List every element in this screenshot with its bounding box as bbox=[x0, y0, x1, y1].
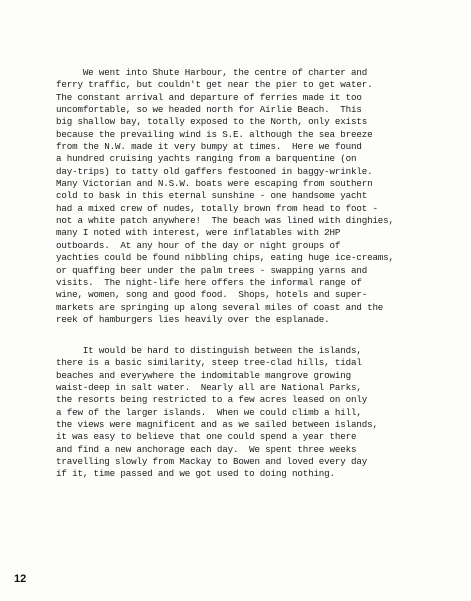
text-line: and find a new anchorage each day. We spent three weeks bbox=[56, 443, 357, 455]
text-line: big shallow bay, totally exposed to the North, only exists bbox=[56, 116, 368, 128]
text-line: many I noted with interest, were inflatables with 2HP bbox=[56, 227, 341, 239]
text-line: day-trips) to tatty old gaffers festooned in baggy-wrinkle. bbox=[56, 165, 373, 177]
text-line: a hundred cruising yachts ranging from a barquentine (on bbox=[56, 153, 357, 165]
text-line: the resorts being restricted to a few acres leased on only bbox=[56, 394, 368, 406]
text-line: ferry traffic, but couldn't get near the pier to get water. bbox=[56, 79, 373, 91]
text-line: uncomfortable, so we headed north for Airlie Beach. This bbox=[56, 104, 362, 116]
text-line: wine, women, song and good food. Shops, hotels and super- bbox=[56, 289, 368, 301]
text-line: The constant arrival and departure of ferries made it too bbox=[56, 91, 362, 103]
text-line: if it, time passed and we got used to doing nothing. bbox=[56, 468, 335, 480]
text-line: We went into Shute Harbour, the centre of charter and bbox=[56, 67, 368, 78]
text-line: visits. The night-life here offers the informal range of bbox=[56, 276, 362, 288]
text-line: from the N.W. made it very bumpy at times. Here we found bbox=[56, 141, 362, 153]
text-line: not a white patch anywhere! The beach was lined with dinghies, bbox=[56, 215, 394, 227]
page-number: 12 bbox=[14, 573, 27, 585]
text-line: yachties could be found nibbling chips, eating huge ice-creams, bbox=[56, 252, 394, 264]
text-line: outboards. At any hour of the day or night groups of bbox=[56, 239, 341, 251]
text-line: had a mixed crew of nudes, totally brown from head to foot - bbox=[56, 202, 378, 214]
text-line: travelling slowly from Mackay to Bowen and loved every day bbox=[56, 456, 368, 468]
text-line: It would be hard to distinguish between the islands, bbox=[56, 345, 362, 356]
text-line: Many Victorian and N.S.W. boats were escaping from southern bbox=[56, 178, 373, 190]
text-line: it was easy to believe that one could spend a year there bbox=[56, 431, 357, 443]
text-line: beaches and everywhere the indomitable mangrove growing bbox=[56, 369, 351, 381]
text-line: or quaffing beer under the palm trees - swapping yarns and bbox=[56, 264, 368, 276]
text-line: the views were magnificent and as we sailed between islands, bbox=[56, 419, 378, 431]
paragraph-shute-harbour bbox=[56, 67, 394, 326]
paragraph-islands bbox=[56, 345, 378, 481]
text-line: a few of the larger islands. When we could climb a hill, bbox=[56, 406, 362, 418]
text-line: reek of hamburgers lies heavily over the esplanade. bbox=[56, 313, 330, 325]
text-line: cold to bask in this eternal sunshine - one handsome yacht bbox=[56, 190, 368, 202]
text-line: there is a basic similarity, steep tree-clad hills, tidal bbox=[56, 357, 362, 369]
text-line: because the prevailing wind is S.E. although the sea breeze bbox=[56, 128, 373, 140]
text-line: markets are springing up along several miles of coast and the bbox=[56, 301, 384, 313]
text-line: waist-deep in salt water. Nearly all are National Parks, bbox=[56, 382, 362, 394]
